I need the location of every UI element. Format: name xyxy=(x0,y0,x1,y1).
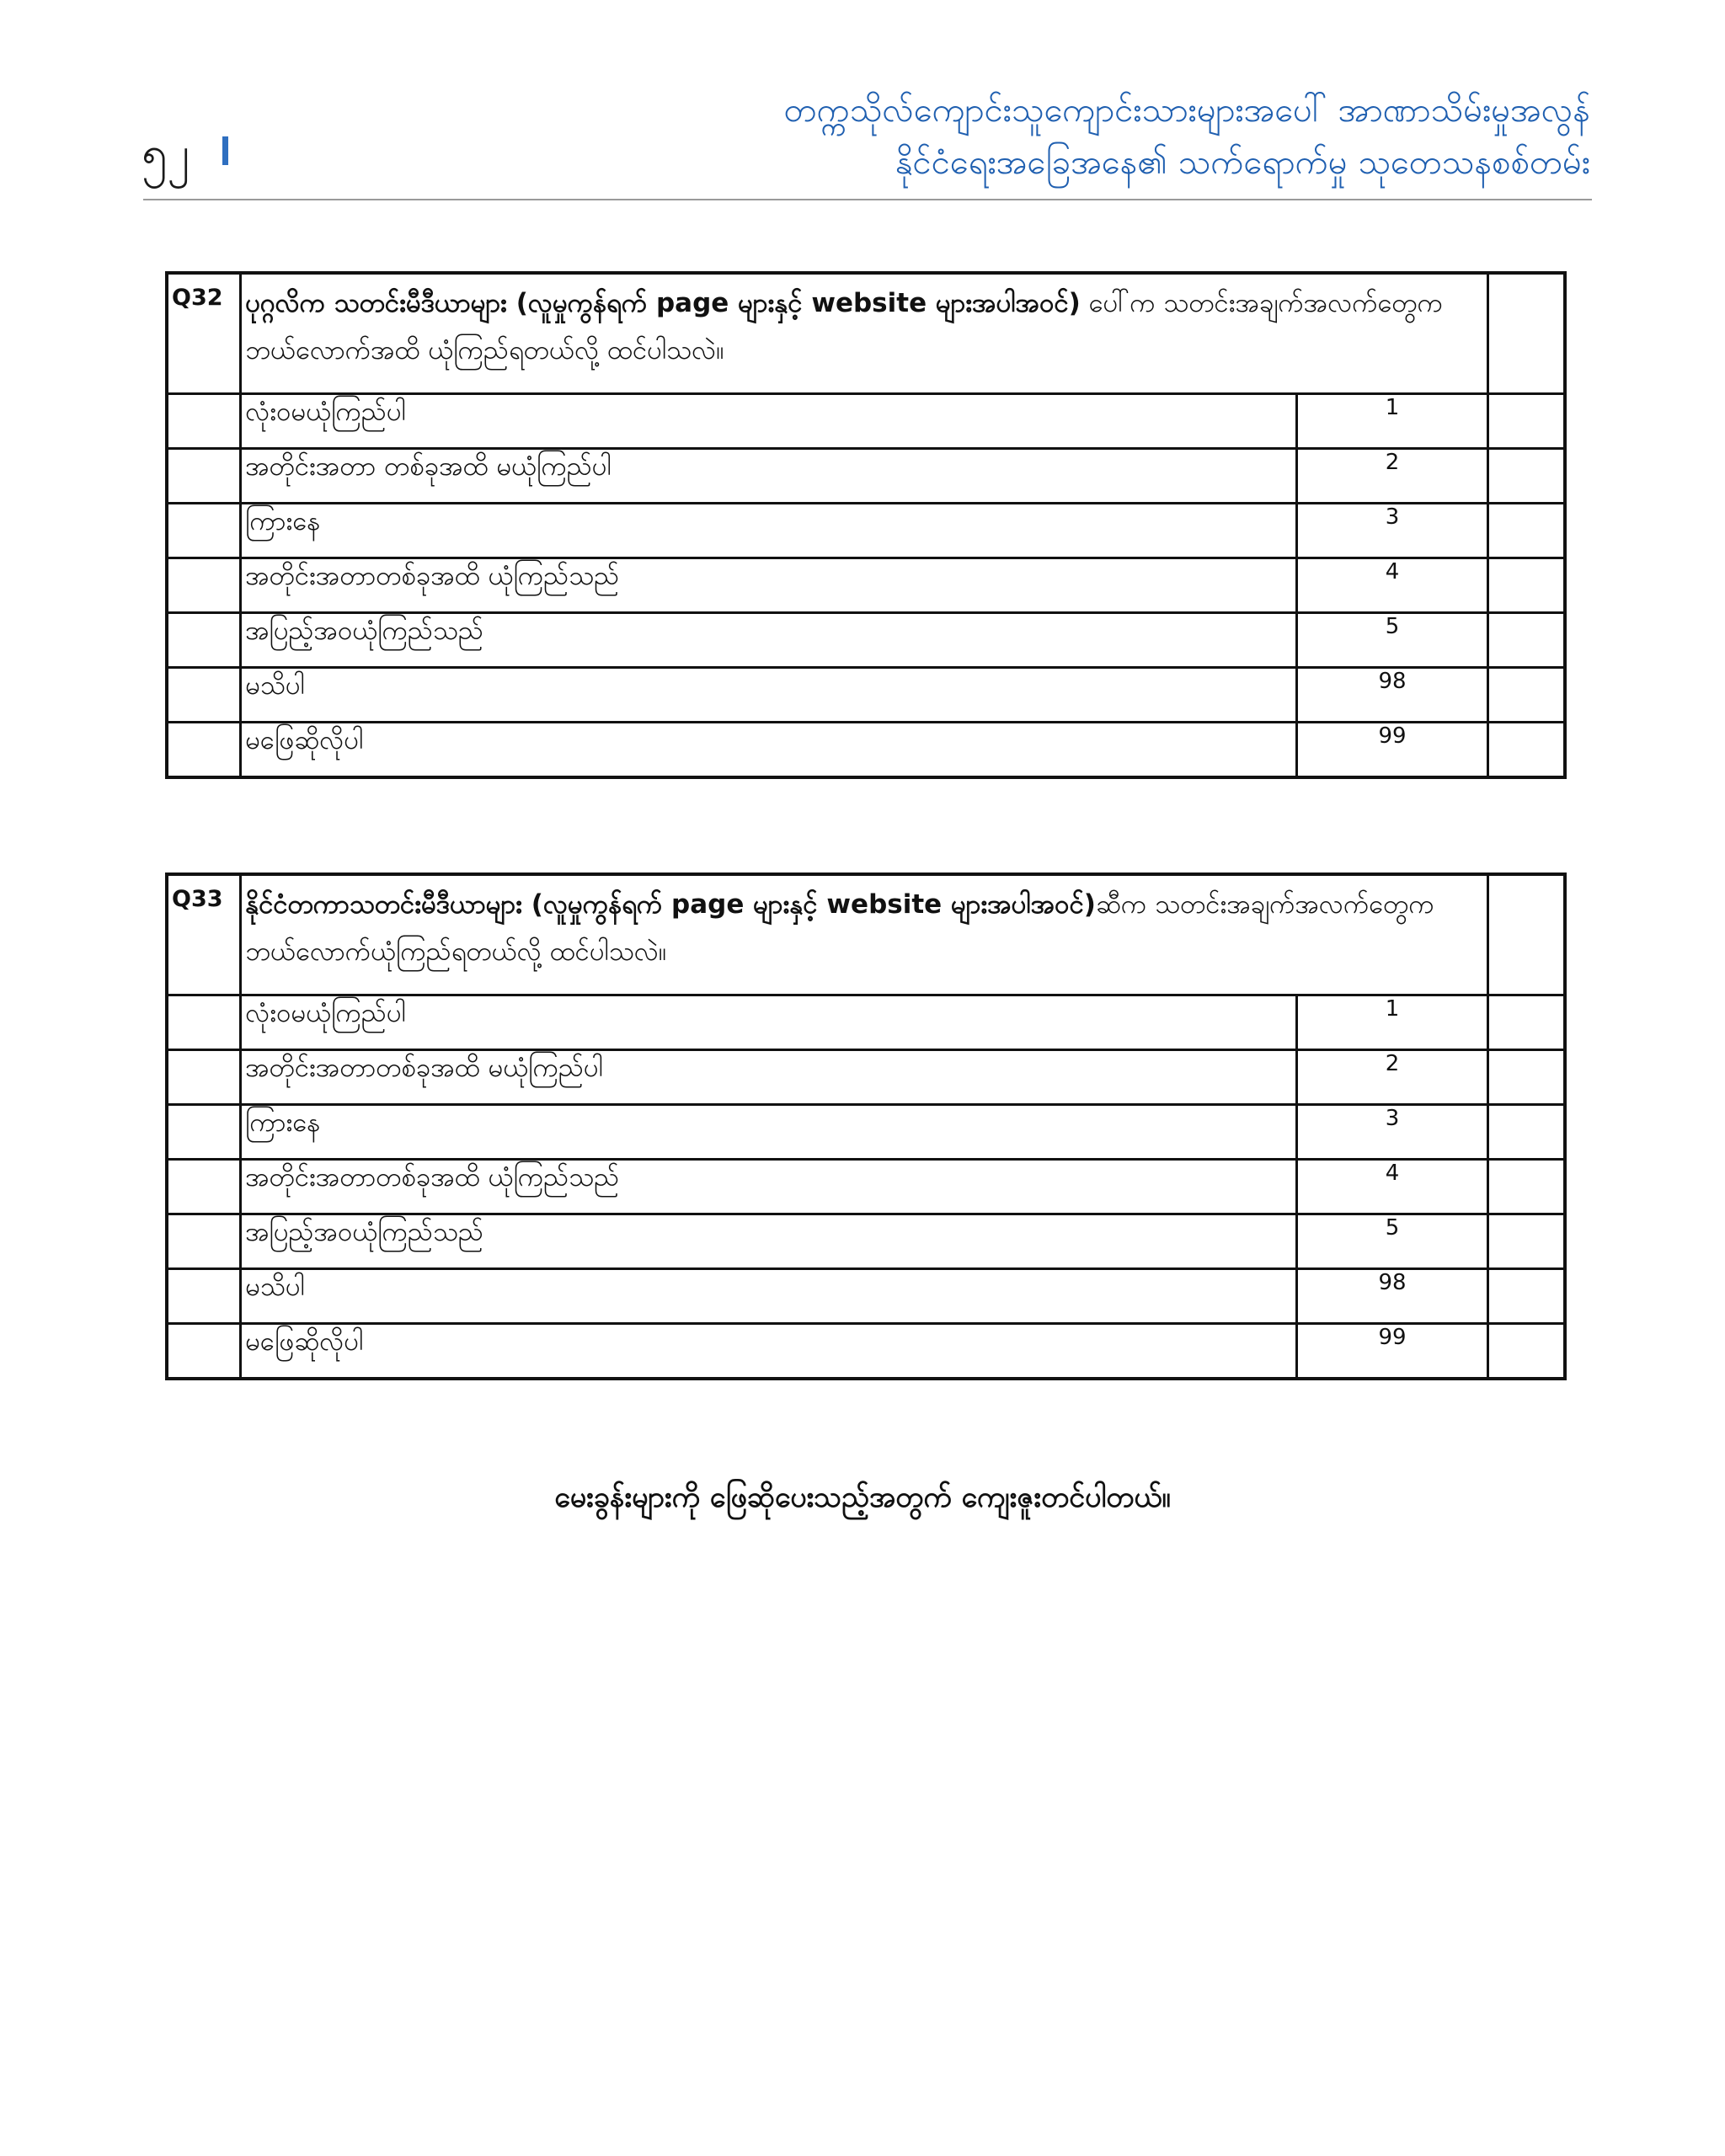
option-value: 99 xyxy=(1297,723,1487,778)
option-row xyxy=(167,1160,1565,1214)
option-row xyxy=(167,1050,1565,1105)
option-row xyxy=(167,723,1565,778)
option-label: အတိုင်းအတာတစ်ခုအထိ ယုံကြည်သည် xyxy=(241,1160,1297,1214)
option-check-cell[interactable] xyxy=(1487,723,1565,778)
option-code-cell xyxy=(167,1105,241,1160)
option-code-cell xyxy=(167,995,241,1050)
option-value: 1 xyxy=(1297,995,1487,1050)
option-label: ကြားနေ xyxy=(241,504,1297,558)
option-row xyxy=(167,1214,1565,1269)
option-code-cell xyxy=(167,1324,241,1380)
option-check-cell[interactable] xyxy=(1487,449,1565,504)
option-check-cell[interactable] xyxy=(1487,558,1565,613)
option-check-cell[interactable] xyxy=(1487,504,1565,558)
page-number: ၅၂ xyxy=(142,126,190,179)
question-text xyxy=(241,874,1488,995)
option-check-cell[interactable] xyxy=(1487,668,1565,723)
running-header xyxy=(784,84,1590,189)
question-text-bold: ပုဂ္ဂလိက သတင်းမီဒီယာများ (လူမှုကွန်ရက် page များနှင့် website များအပါအဝင်) xyxy=(245,288,1081,318)
option-code-cell xyxy=(167,613,241,668)
option-row xyxy=(167,995,1565,1050)
option-code-cell xyxy=(167,1269,241,1324)
option-check-cell[interactable] xyxy=(1487,1160,1565,1214)
option-code-cell xyxy=(167,394,241,449)
option-label: အပြည့်အဝယုံကြည်သည် xyxy=(241,1214,1297,1269)
running-header-line-1: တက္ကသိုလ်ကျောင်းသူကျောင်းသားများအပေါ် အာဏာသိမ်းမှုအလွန် xyxy=(783,91,1590,130)
option-value: 4 xyxy=(1297,558,1487,613)
header-divider xyxy=(143,199,1592,200)
option-label: အတိုင်းအတာ တစ်ခုအထိ မယုံကြည်ပါ xyxy=(241,449,1297,504)
question-code: Q32 xyxy=(167,273,241,394)
question-text xyxy=(241,273,1488,394)
option-code-cell xyxy=(167,558,241,613)
option-label: လုံးဝမယုံကြည်ပါ xyxy=(241,394,1297,449)
option-label: မသိပါ xyxy=(241,1269,1297,1324)
option-label: အပြည့်အဝယုံကြည်သည် xyxy=(241,613,1297,668)
option-code-cell xyxy=(167,1214,241,1269)
option-label: အတိုင်းအတာတစ်ခုအထိ မယုံကြည်ပါ xyxy=(241,1050,1297,1105)
option-row xyxy=(167,394,1565,449)
question-code: Q33 xyxy=(167,874,241,995)
option-label: မဖြေဆိုလိုပါ xyxy=(241,723,1297,778)
option-check-cell[interactable] xyxy=(1487,1269,1565,1324)
option-row xyxy=(167,558,1565,613)
option-label: မသိပါ xyxy=(241,668,1297,723)
option-check-cell[interactable] xyxy=(1487,1050,1565,1105)
option-value: 99 xyxy=(1297,1324,1487,1380)
option-value: 98 xyxy=(1297,668,1487,723)
option-code-cell xyxy=(167,449,241,504)
question-table-q33 xyxy=(165,873,1567,1380)
option-value: 5 xyxy=(1297,613,1487,668)
option-label: လုံးဝမယုံကြည်ပါ xyxy=(241,995,1297,1050)
running-header-line-2: နိုင်ငံရေးအခြေအနေ၏ သက်ရောက်မှု သုတေသနစစ်တမ်း xyxy=(895,143,1590,182)
option-row xyxy=(167,1324,1565,1380)
option-check-cell[interactable] xyxy=(1487,394,1565,449)
question-text-rest: ပေါ်က သတင်းအချက်အလက်တွေက ဘယ်လောက်အထိ ယုံကြည်ရတယ်လို့ ထင်ပါသလဲ။ xyxy=(245,288,1443,366)
option-value: 2 xyxy=(1297,449,1487,504)
question-table-q32 xyxy=(165,271,1567,779)
option-row xyxy=(167,1105,1565,1160)
option-row xyxy=(167,449,1565,504)
question-header-row xyxy=(167,874,1565,995)
option-label: အတိုင်းအတာတစ်ခုအထိ ယုံကြည်သည် xyxy=(241,558,1297,613)
option-value: 98 xyxy=(1297,1269,1487,1324)
option-value: 5 xyxy=(1297,1214,1487,1269)
question-text-bold: နိုင်ငံတကာသတင်းမီဒီယာများ (လူမှုကွန်ရက် page များနှင့် website များအပါအဝင်) xyxy=(245,889,1096,920)
option-row xyxy=(167,1269,1565,1324)
option-check-cell[interactable] xyxy=(1487,1214,1565,1269)
answer-box[interactable] xyxy=(1487,273,1565,394)
option-check-cell[interactable] xyxy=(1487,995,1565,1050)
option-row xyxy=(167,613,1565,668)
option-value: 3 xyxy=(1297,504,1487,558)
option-check-cell[interactable] xyxy=(1487,1324,1565,1380)
option-row xyxy=(167,504,1565,558)
option-row xyxy=(167,668,1565,723)
option-code-cell xyxy=(167,1160,241,1214)
option-check-cell[interactable] xyxy=(1487,1105,1565,1160)
option-value: 1 xyxy=(1297,394,1487,449)
page-number-accent-bar xyxy=(222,136,228,165)
option-code-cell xyxy=(167,1050,241,1105)
option-value: 2 xyxy=(1297,1050,1487,1105)
option-check-cell[interactable] xyxy=(1487,613,1565,668)
option-value: 3 xyxy=(1297,1105,1487,1160)
option-label: ကြားနေ xyxy=(241,1105,1297,1160)
option-label: မဖြေဆိုလိုပါ xyxy=(241,1324,1297,1380)
question-header-row xyxy=(167,273,1565,394)
option-code-cell xyxy=(167,504,241,558)
option-value: 4 xyxy=(1297,1160,1487,1214)
question-text-rest: ဆီက သတင်းအချက်အလက်တွေက ဘယ်လောက်ယုံကြည်ရတယ်လို့ ထင်ပါသလဲ။ xyxy=(245,889,1434,967)
closing-thanks: မေးခွန်းများကို ဖြေဆိုပေးသည့်အတွက် ကျေးဇူးတင်ပါတယ်။ xyxy=(554,1481,1171,1514)
answer-box[interactable] xyxy=(1487,874,1565,995)
option-code-cell xyxy=(167,668,241,723)
option-code-cell xyxy=(167,723,241,778)
